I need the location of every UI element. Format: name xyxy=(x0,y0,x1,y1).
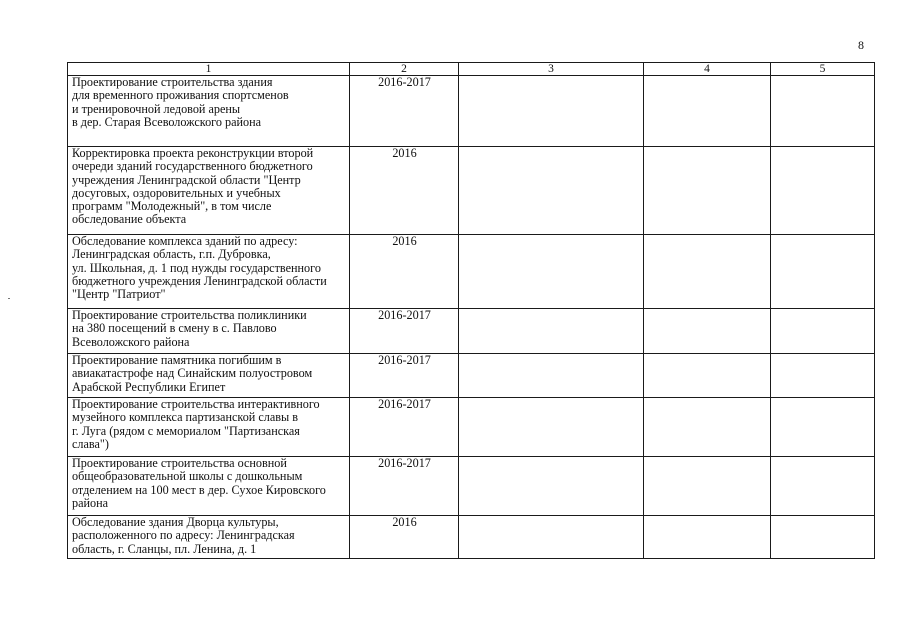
row-description xyxy=(68,235,350,309)
description-line: Проектирование строительства основной xyxy=(72,456,287,470)
description-line: Проектирование строительства здания xyxy=(72,75,273,89)
row-cell-5 xyxy=(771,235,875,309)
row-cell-5 xyxy=(771,309,875,354)
description-line: Обследование комплекса зданий по адресу: xyxy=(72,234,298,248)
column-header-2: 2 xyxy=(350,63,459,76)
row-description xyxy=(68,516,350,559)
page-number: 8 xyxy=(858,38,864,52)
row-cell-4 xyxy=(644,76,771,147)
row-cell-4 xyxy=(644,516,771,559)
row-period: 2016 xyxy=(350,235,459,309)
table-body xyxy=(68,76,875,559)
row-description xyxy=(68,354,350,398)
table-row xyxy=(68,457,875,516)
row-cell-5 xyxy=(771,398,875,457)
description-line: общеобразовательной школы с дошкольным xyxy=(72,469,303,484)
description-line: программ "Молодежный", в том числе xyxy=(72,199,272,214)
row-cell-3 xyxy=(459,147,644,235)
description-line: досуговых, оздоровительных и учебных xyxy=(72,185,281,200)
table-row xyxy=(68,516,875,559)
row-description xyxy=(68,76,350,147)
table-row xyxy=(68,235,875,309)
row-period: 2016-2017 xyxy=(350,354,459,398)
row-period: 2016-2017 xyxy=(350,457,459,516)
column-header-1: 1 xyxy=(68,63,350,76)
row-description xyxy=(68,398,350,457)
row-cell-4 xyxy=(644,457,771,516)
row-cell-5 xyxy=(771,457,875,516)
row-cell-5 xyxy=(771,76,875,147)
row-cell-4 xyxy=(644,235,771,309)
row-cell-3 xyxy=(459,457,644,516)
row-cell-5 xyxy=(771,516,875,559)
description-line: Проектирование строительства интерактивного xyxy=(72,397,320,411)
description-line: Проектирование памятника погибшим в xyxy=(72,353,282,367)
description-line: Ленинградская область, г.п. Дубровка, xyxy=(72,247,271,262)
row-cell-3 xyxy=(459,398,644,457)
row-cell-4 xyxy=(644,147,771,235)
row-period: 2016 xyxy=(350,147,459,235)
table-row xyxy=(68,309,875,354)
table-row xyxy=(68,398,875,457)
description-line: слава") xyxy=(72,436,109,451)
description-line: г. Луга (рядом с мемориалом "Партизанская xyxy=(72,423,300,438)
row-cell-3 xyxy=(459,309,644,354)
description-line: бюджетного учреждения Ленинградской области xyxy=(72,273,327,288)
scan-speck xyxy=(8,298,10,299)
column-header-5: 5 xyxy=(771,63,875,76)
description-line: расположенного по адресу: Ленинградская xyxy=(72,528,295,543)
description-line: отделением на 100 мест в дер. Сухое Кировского xyxy=(72,482,326,497)
description-line: авиакатастрофе над Синайским полуостровом xyxy=(72,366,313,381)
description-line: для временного проживания спортсменов xyxy=(72,88,289,103)
row-period: 2016-2017 xyxy=(350,398,459,457)
table-row xyxy=(68,354,875,398)
description-line: "Центр "Патриот" xyxy=(72,287,166,302)
row-description xyxy=(68,147,350,235)
table-row xyxy=(68,76,875,147)
column-header-4: 4 xyxy=(644,63,771,76)
column-header-3: 3 xyxy=(459,63,644,76)
row-cell-3 xyxy=(459,76,644,147)
description-line: ул. Школьная, д. 1 под нужды государственного xyxy=(72,260,321,275)
row-cell-3 xyxy=(459,235,644,309)
description-line: обследование объекта xyxy=(72,212,187,227)
row-cell-4 xyxy=(644,354,771,398)
description-line: очереди зданий государственного бюджетного xyxy=(72,159,313,174)
description-line: и тренировочной ледовой арены xyxy=(72,101,241,116)
row-cell-3 xyxy=(459,354,644,398)
row-period: 2016-2017 xyxy=(350,76,459,147)
description-line: Арабской Республики Египет xyxy=(72,379,226,394)
description-line: область, г. Сланцы, пл. Ленина, д. 1 xyxy=(72,541,257,556)
row-description xyxy=(68,457,350,516)
description-line: Обследование здания Дворца культуры, xyxy=(72,515,279,529)
description-line: в дер. Старая Всеволожского района xyxy=(72,114,262,129)
row-cell-4 xyxy=(644,398,771,457)
row-period: 2016 xyxy=(350,516,459,559)
row-cell-4 xyxy=(644,309,771,354)
description-line: на 380 посещений в смену в с. Павлово xyxy=(72,321,277,336)
description-line: учреждения Ленинградской области "Центр xyxy=(72,172,301,187)
row-period: 2016-2017 xyxy=(350,309,459,354)
row-cell-5 xyxy=(771,147,875,235)
row-cell-3 xyxy=(459,516,644,559)
table-row xyxy=(68,147,875,235)
projects-table xyxy=(67,62,875,559)
description-line: Всеволожского района xyxy=(72,334,190,349)
description-line: Корректировка проекта реконструкции второй xyxy=(72,146,314,160)
row-cell-5 xyxy=(771,354,875,398)
description-line: Проектирование строительства поликлиники xyxy=(72,308,307,322)
row-description xyxy=(68,309,350,354)
header-row xyxy=(68,63,875,76)
description-line: района xyxy=(72,495,109,510)
description-line: музейного комплекса партизанской славы в xyxy=(72,410,299,425)
